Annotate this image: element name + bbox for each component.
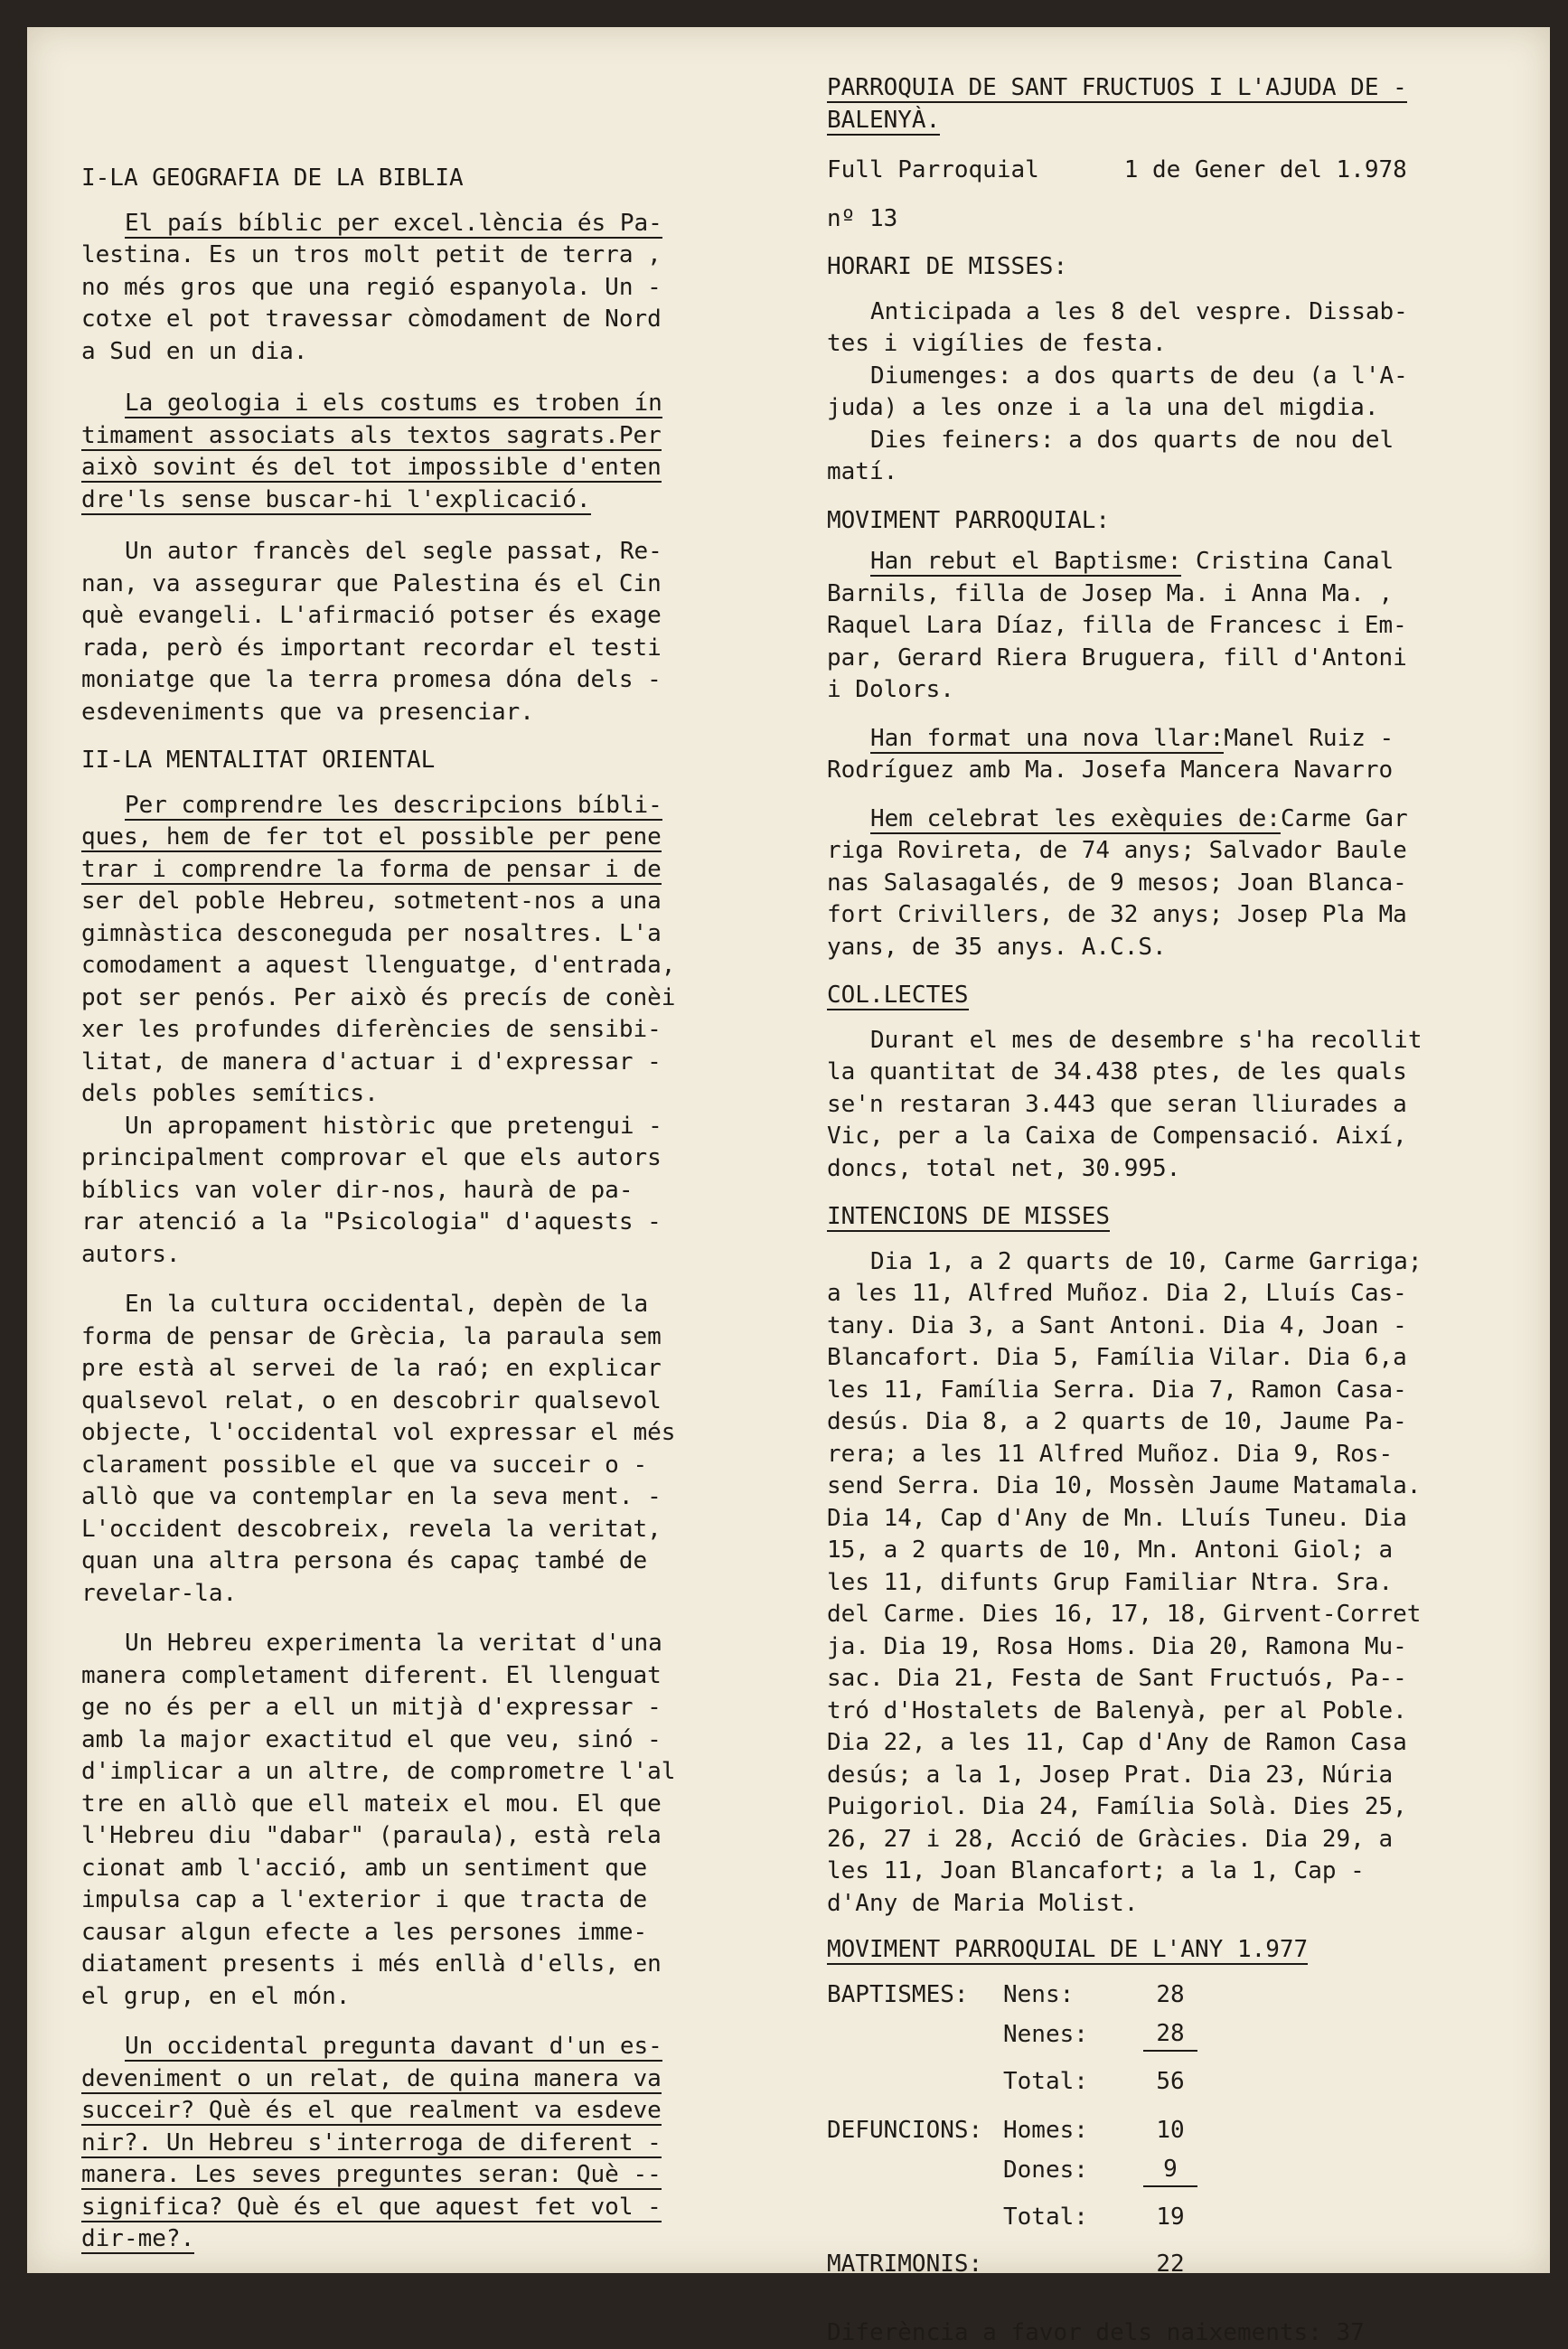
stats-value: 22 <box>1143 2249 1197 2281</box>
text-line: cionat amb l'acció, amb un sentiment que <box>81 1853 732 1885</box>
paragraph-apropament <box>81 1111 732 1272</box>
text-line: Un apropament històric que pretengui - <box>81 1111 732 1143</box>
paragraph-renan <box>81 536 732 728</box>
issue-date: Full Parroquial 1 de Gener del 1.978 <box>827 155 1496 187</box>
baptisme-block <box>827 546 1496 707</box>
text-line: Dia 1, a 2 quarts de 10, Carme Garriga; <box>827 1246 1496 1279</box>
text-line: quan una altra persona és capaç també de <box>81 1546 732 1578</box>
text-line: les 11, Família Serra. Dia 7, Ramon Casa- <box>827 1375 1496 1407</box>
text-line: 15, a 2 quarts de 10, Mn. Antoni Giol; a <box>827 1535 1496 1567</box>
intencions-block <box>827 1246 1496 1921</box>
text-line: Per comprendre les descripcions bíbli- <box>125 792 662 821</box>
text-line: manera completament diferent. El llenguat <box>81 1660 732 1693</box>
text-line: i Dolors. <box>827 674 1496 707</box>
text-line: les 11, Joan Blancafort; a la 1, Cap - <box>827 1856 1496 1888</box>
stats-label: MATRIMONIS: <box>827 2249 1003 2281</box>
text-line: qualsevol relat, o en descobrir qualsevol <box>81 1386 732 1418</box>
section-title-geografia: I-LA GEOGRAFIA DE LA BIBLIA <box>81 163 732 195</box>
stats-sublabel: Homes: <box>1003 2115 1143 2147</box>
text-line: tró d'Hostalets de Balenyà, per al Poble. <box>827 1696 1496 1728</box>
stats-value: 28 <box>1143 2018 1197 2053</box>
stats-value: 10 <box>1143 2115 1197 2147</box>
text-line: rada, però és important recordar el testi <box>81 633 732 665</box>
stats-row <box>827 2198 1496 2238</box>
stats-value: 28 <box>1143 1979 1197 2012</box>
text-line: Un autor francès del segle passat, Re- <box>81 536 732 568</box>
stats-sublabel: Total: <box>1003 2202 1143 2234</box>
text-line: desús. Dia 8, a 2 quarts de 10, Jaume Pa- <box>827 1406 1496 1439</box>
text-line: dir-me?. <box>81 2225 194 2254</box>
text-line: El país bíblic per excel.lència és Pa- <box>125 210 662 239</box>
text-line: tes i vigílies de festa. <box>827 328 1496 361</box>
exequies-label: Hem celebrat les exèquies de: <box>870 805 1281 834</box>
text-line: send Serra. Dia 10, Mossèn Jaume Matamala. <box>827 1470 1496 1503</box>
text-line: d'Any de Maria Molist. <box>827 1888 1496 1921</box>
text-line: no més gros que una regió espanyola. Un - <box>81 272 732 305</box>
right-column <box>827 72 1496 2349</box>
stats-sublabel: Nens: <box>1003 1979 1143 2012</box>
stats-value: 56 <box>1143 2066 1197 2099</box>
stats-row <box>827 2062 1496 2102</box>
text-line: Dia 14, Cap d'Any de Mn. Lluís Tuneu. Dia <box>827 1503 1496 1536</box>
text-line: causar algun efecte a les persones imme- <box>81 1917 732 1950</box>
text-line: això sovint és del tot impossible d'enten <box>81 454 662 483</box>
text-line: sac. Dia 21, Festa de Sant Fructuós, Pa-- <box>827 1663 1496 1696</box>
text-line: nir?. Un Hebreu s'interroga de diferent - <box>81 2129 662 2158</box>
text-line: moniatge que la terra promesa dóna dels - <box>81 664 732 697</box>
text-line: rera; a les 11 Alfred Muñoz. Dia 9, Ros- <box>827 1439 1496 1471</box>
text-line: pre està al servei de la raó; en explicar <box>81 1353 732 1386</box>
text-line: autors. <box>81 1239 732 1272</box>
text-line: dre'ls sense buscar-hi l'explicació. <box>81 486 591 515</box>
text-line: gimnàstica desconeguda per nosaltres. L'a <box>81 918 732 951</box>
text-line: pot ser penós. Per això és precís de conèi <box>81 982 732 1015</box>
text-line: tre en allò que ell mateix el mou. El que <box>81 1789 732 1821</box>
llar-label: Han format una nova llar: <box>870 725 1224 754</box>
text-line: la quantitat de 34.438 ptes, de les quals <box>827 1057 1496 1089</box>
text-line: timament associats als textos sagrats.Per <box>81 422 662 451</box>
text-line: Diumenges: a dos quarts de deu (a l'A- <box>827 361 1496 393</box>
text-line: les 11, difunts Grup Familiar Ntra. Sra. <box>827 1567 1496 1600</box>
text-line: litat, de manera d'actuar i d'expressar - <box>81 1047 732 1079</box>
text-line: dels pobles semítics. <box>81 1078 732 1111</box>
stats-sublabel: Total: <box>1003 2066 1143 2099</box>
text-line: revelar-la. <box>81 1578 732 1611</box>
stats-row <box>827 2015 1496 2055</box>
text-line: desús; a la 1, Josep Prat. Dia 23, Núria <box>827 1760 1496 1792</box>
left-column <box>81 154 732 2256</box>
text-line: el grup, en el món. <box>81 1981 732 2014</box>
text-line: bíblics van voler dir-nos, haurà de pa- <box>81 1175 732 1207</box>
colectes-title: COL.LECTES <box>827 982 969 1010</box>
text-line: Un occidental pregunta davant d'un es- <box>125 2033 662 2062</box>
text-line: lestina. Es un tros molt petit de terra , <box>81 241 662 268</box>
llar-block <box>827 723 1496 787</box>
text-line: objecte, l'occidental vol expressar el més <box>81 1417 732 1450</box>
stats-row <box>827 2111 1496 2151</box>
stats-sublabel: Dones: <box>1003 2155 1143 2187</box>
text-line: nas Salasagalés, de 9 mesos; Joan Blanca- <box>827 868 1496 900</box>
text-line: ser del poble Hebreu, sotmetent-nos a una <box>81 886 732 918</box>
text-line: Dies feiners: a dos quarts de nou del <box>827 425 1496 457</box>
horari-title: HORARI DE MISSES: <box>827 251 1496 284</box>
stats-value: 9 <box>1143 2154 1197 2188</box>
text-line: Durant el mes de desembre s'ha recollit <box>827 1025 1496 1057</box>
stats-sublabel: Nenes: <box>1003 2019 1143 2052</box>
stats-row <box>827 2245 1496 2285</box>
stats-value: 19 <box>1143 2202 1197 2234</box>
issue-number: nº 13 <box>827 203 1496 236</box>
text-line: Un Hebreu experimenta la veritat d'una <box>81 1628 732 1660</box>
text-line: juda) a les onze i a la una del migdia. <box>827 392 1496 425</box>
newsletter-page <box>27 27 1550 2273</box>
text-line: comodament a aquest llenguatge, d'entrada, <box>81 950 732 982</box>
text-line: fort Crivillers, de 32 anys; Josep Pla Ma <box>827 899 1496 932</box>
text-line: principalment comprovar el que els autors <box>81 1142 732 1175</box>
text-line: yans, de 35 anys. A.C.S. <box>827 932 1496 964</box>
text-line: rar atenció a la "Psicologia" d'aquests - <box>81 1207 732 1239</box>
text-line: Dia 22, a les 11, Cap d'Any de Ramon Casa <box>827 1727 1496 1760</box>
intencions-title: INTENCIONS DE MISSES <box>827 1203 1110 1232</box>
text-line: succeir? Què és el que realment va esdeve <box>81 2097 662 2126</box>
stats-label: BAPTISMES: <box>827 1979 1003 2012</box>
text-line: doncs, total net, 30.995. <box>827 1153 1496 1186</box>
text-line: del Carme. Dies 16, 17, 18, Girvent-Corret <box>827 1599 1496 1631</box>
text-line: diatament presents i més enllà d'ells, en <box>81 1949 732 1981</box>
text-line: xer les profundes diferències de sensibi- <box>81 1014 732 1047</box>
annual-stats-table <box>827 1976 1496 2285</box>
text-line: l'Hebreu diu "dabar" (paraula), està rela <box>81 1820 732 1853</box>
text-line: Blancafort. Dia 5, Família Vilar. Dia 6,a <box>827 1342 1496 1375</box>
text-line: se'n restaran 3.443 que seran lliurades a <box>827 1089 1496 1122</box>
text-line: Vic, per a la Caixa de Compensació. Així, <box>827 1121 1496 1153</box>
text-line: par, Gerard Riera Bruguera, fill d'Antoni <box>827 643 1496 675</box>
paragraph-pregunta <box>81 2031 732 2256</box>
text-line: Manel Ruiz - <box>1224 725 1394 752</box>
parish-name: BALENYÀ. <box>827 107 940 136</box>
exequies-block <box>827 803 1496 964</box>
text-line: ge no és per a ell un mitjà d'expressar - <box>81 1692 732 1724</box>
text-line: nan, va assegurar que Palestina és el Cin <box>81 568 732 601</box>
text-line: cotxe el pot travessar còmodament de Nord <box>81 304 732 336</box>
text-line: Cristina Canal <box>1181 548 1394 575</box>
paragraph-geografia-2 <box>81 388 732 516</box>
text-line: amb la major exactitud el que veu, sinó - <box>81 1724 732 1757</box>
text-line: trar i comprendre la forma de pensar i de <box>81 856 662 885</box>
text-line: significa? Què és el que aquest fet vol - <box>81 2194 662 2222</box>
text-line: allò que va contemplar en la seva ment. - <box>81 1481 732 1514</box>
text-line: Carme Gar <box>1281 805 1408 832</box>
text-line: ques, hem de fer tot el possible per pene <box>81 823 662 852</box>
text-line: clarament possible el que va succeir o - <box>81 1450 732 1482</box>
colectes-block <box>827 1025 1496 1186</box>
diferencia-line: Diferència a favor dels naixements: 37 <box>827 2317 1496 2349</box>
paragraph-hebreu <box>81 1628 732 2013</box>
stats-row <box>827 1976 1496 2015</box>
text-line: forma de pensar de Grècia, la paraula sem <box>81 1321 732 1354</box>
text-line: Barnils, filla de Josep Ma. i Anna Ma. , <box>827 578 1496 611</box>
text-line: ja. Dia 19, Rosa Homs. Dia 20, Ramona Mu- <box>827 1631 1496 1664</box>
parish-name: PARROQUIA DE SANT FRUCTUOS I L'AJUDA DE - <box>827 74 1407 103</box>
text-line: Rodríguez amb Ma. Josefa Mancera Navarro <box>827 755 1496 787</box>
text-line: 26, 27 i 28, Acció de Gràcies. Dia 29, a <box>827 1824 1496 1856</box>
text-line: En la cultura occidental, depèn de la <box>81 1289 732 1321</box>
paragraph-occidental <box>81 1289 732 1610</box>
section-title-mentalitat: II-LA MENTALITAT ORIENTAL <box>81 745 732 777</box>
text-line: d'implicar a un altre, de comprometre l'al <box>81 1756 732 1789</box>
parish-header <box>827 72 1496 136</box>
text-line: impulsa cap a l'exterior i que tracta de <box>81 1884 732 1917</box>
paragraph-comprendre <box>81 790 732 1111</box>
text-line: tany. Dia 3, a Sant Antoni. Dia 4, Joan - <box>827 1311 1496 1343</box>
text-line: deveniment o un relat, de quina manera va <box>81 2065 662 2094</box>
horari-block <box>827 296 1496 489</box>
stats-label: DEFUNCIONS: <box>827 2115 1003 2147</box>
paragraph-geografia-1 <box>81 208 732 369</box>
text-line: matí. <box>827 456 1496 489</box>
text-line: Raquel Lara Díaz, filla de Francesc i Em- <box>827 610 1496 643</box>
text-line: riga Rovireta, de 74 anys; Salvador Baule <box>827 835 1496 868</box>
text-line: La geologia i els costums es troben ín <box>125 390 662 418</box>
text-line: a Sud en un dia. <box>81 336 732 369</box>
text-line: L'occident descobreix, revela la veritat, <box>81 1514 732 1546</box>
text-line: Anticipada a les 8 del vespre. Dissab- <box>827 296 1496 329</box>
anual-title: MOVIMENT PARROQUIAL DE L'ANY 1.977 <box>827 1936 1308 1965</box>
text-line: Puigoriol. Dia 24, Família Solà. Dies 25, <box>827 1791 1496 1824</box>
moviment-title: MOVIMENT PARROQUIAL: <box>827 505 1496 538</box>
text-line: manera. Les seves preguntes seran: Què -- <box>81 2161 662 2190</box>
text-line: què evangeli. L'afirmació potser és exage <box>81 600 732 633</box>
baptisme-label: Han rebut el Baptisme: <box>870 548 1181 577</box>
text-line: a les 11, Alfred Muñoz. Dia 2, Lluís Cas- <box>827 1278 1496 1311</box>
stats-row <box>827 2151 1496 2191</box>
text-line: esdeveniments que va presenciar. <box>81 697 732 729</box>
